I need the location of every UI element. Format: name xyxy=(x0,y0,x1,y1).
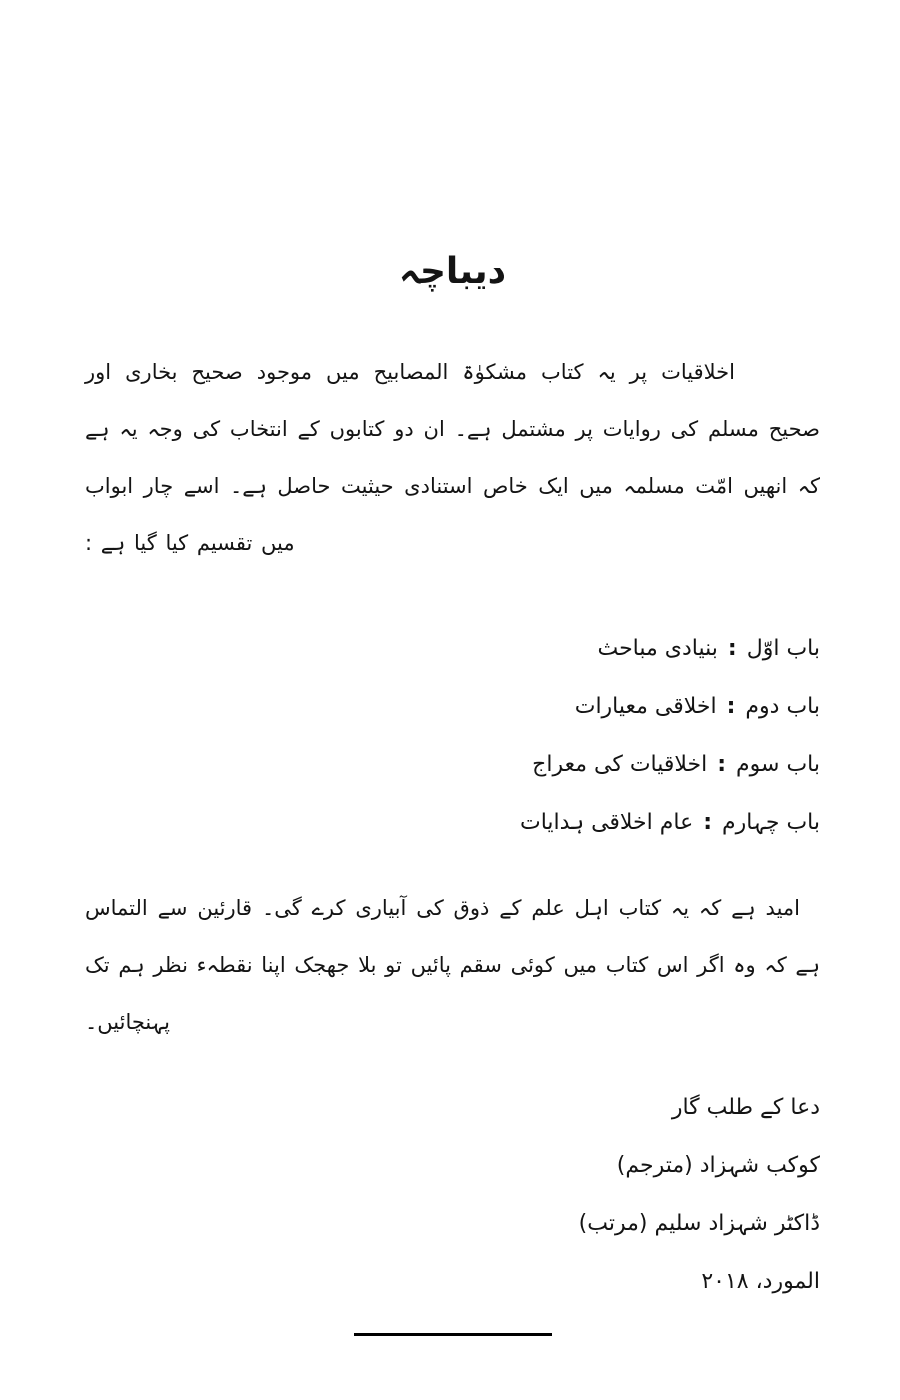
chapter-3-label: باب سوم xyxy=(736,752,820,777)
chapter-2-title: اخلاقی معیارات xyxy=(574,694,717,719)
signature-block xyxy=(85,1079,820,1311)
signature-line-1: دعا کے طلب گار xyxy=(671,1095,820,1120)
signature-line-4: المورد، ۲۰۱۸ xyxy=(701,1269,820,1294)
chapter-line-3 xyxy=(85,736,820,794)
chapter-4-separator: : xyxy=(703,810,713,835)
chapter-3-title: اخلاقیات کی معراج xyxy=(532,752,708,777)
chapter-4-label: باب چہارم xyxy=(722,810,820,835)
chapter-1-separator: : xyxy=(727,636,737,661)
footer-rule xyxy=(354,1333,552,1336)
chapter-4-title: عام اخلاقی ہدایات xyxy=(520,810,694,835)
intro-paragraph: اخلاقیات پر یہ کتاب مشکوٰۃ المصابیح میں موجود صحیح بخاری اور صحیح مسلم کی روایات پر مشتمل ہے۔ ان دو کتابوں کے انتخاب کی وجہ یہ ہے کہ انھیں امّت مسلمہ میں ایک خاص استنادی حیثیت حاصل ہے۔ اسے چار ابواب میں تقسیم کیا گیا ہے : xyxy=(85,360,820,555)
closing-paragraph: امید ہے کہ یہ کتاب اہل علم کے ذوق کی آبیاری کرے گی۔ قارئین سے التماس ہے کہ وہ اگر اس کتاب میں کوئی سقم پائیں تو بلا جھجک اپنا نقطہء نظر ہم تک پہنچائیں۔ xyxy=(85,896,820,1034)
chapter-2-label: باب دوم xyxy=(745,694,820,719)
chapter-1-title: بنیادی مباحث xyxy=(597,636,718,661)
chapter-line-2 xyxy=(85,678,820,736)
chapter-line-1 xyxy=(85,620,820,678)
chapter-2-separator: : xyxy=(726,694,736,719)
chapter-3-separator: : xyxy=(717,752,727,777)
chapter-line-4 xyxy=(85,794,820,852)
chapter-1-label: باب اوّل xyxy=(746,636,820,661)
chapter-list xyxy=(85,620,820,852)
page-title: دیباچہ xyxy=(398,251,507,292)
signature-line-3: ڈاکٹر شہزاد سلیم (مرتب) xyxy=(578,1211,820,1236)
signature-line-2: کوکب شہزاد (مترجم) xyxy=(616,1153,820,1178)
